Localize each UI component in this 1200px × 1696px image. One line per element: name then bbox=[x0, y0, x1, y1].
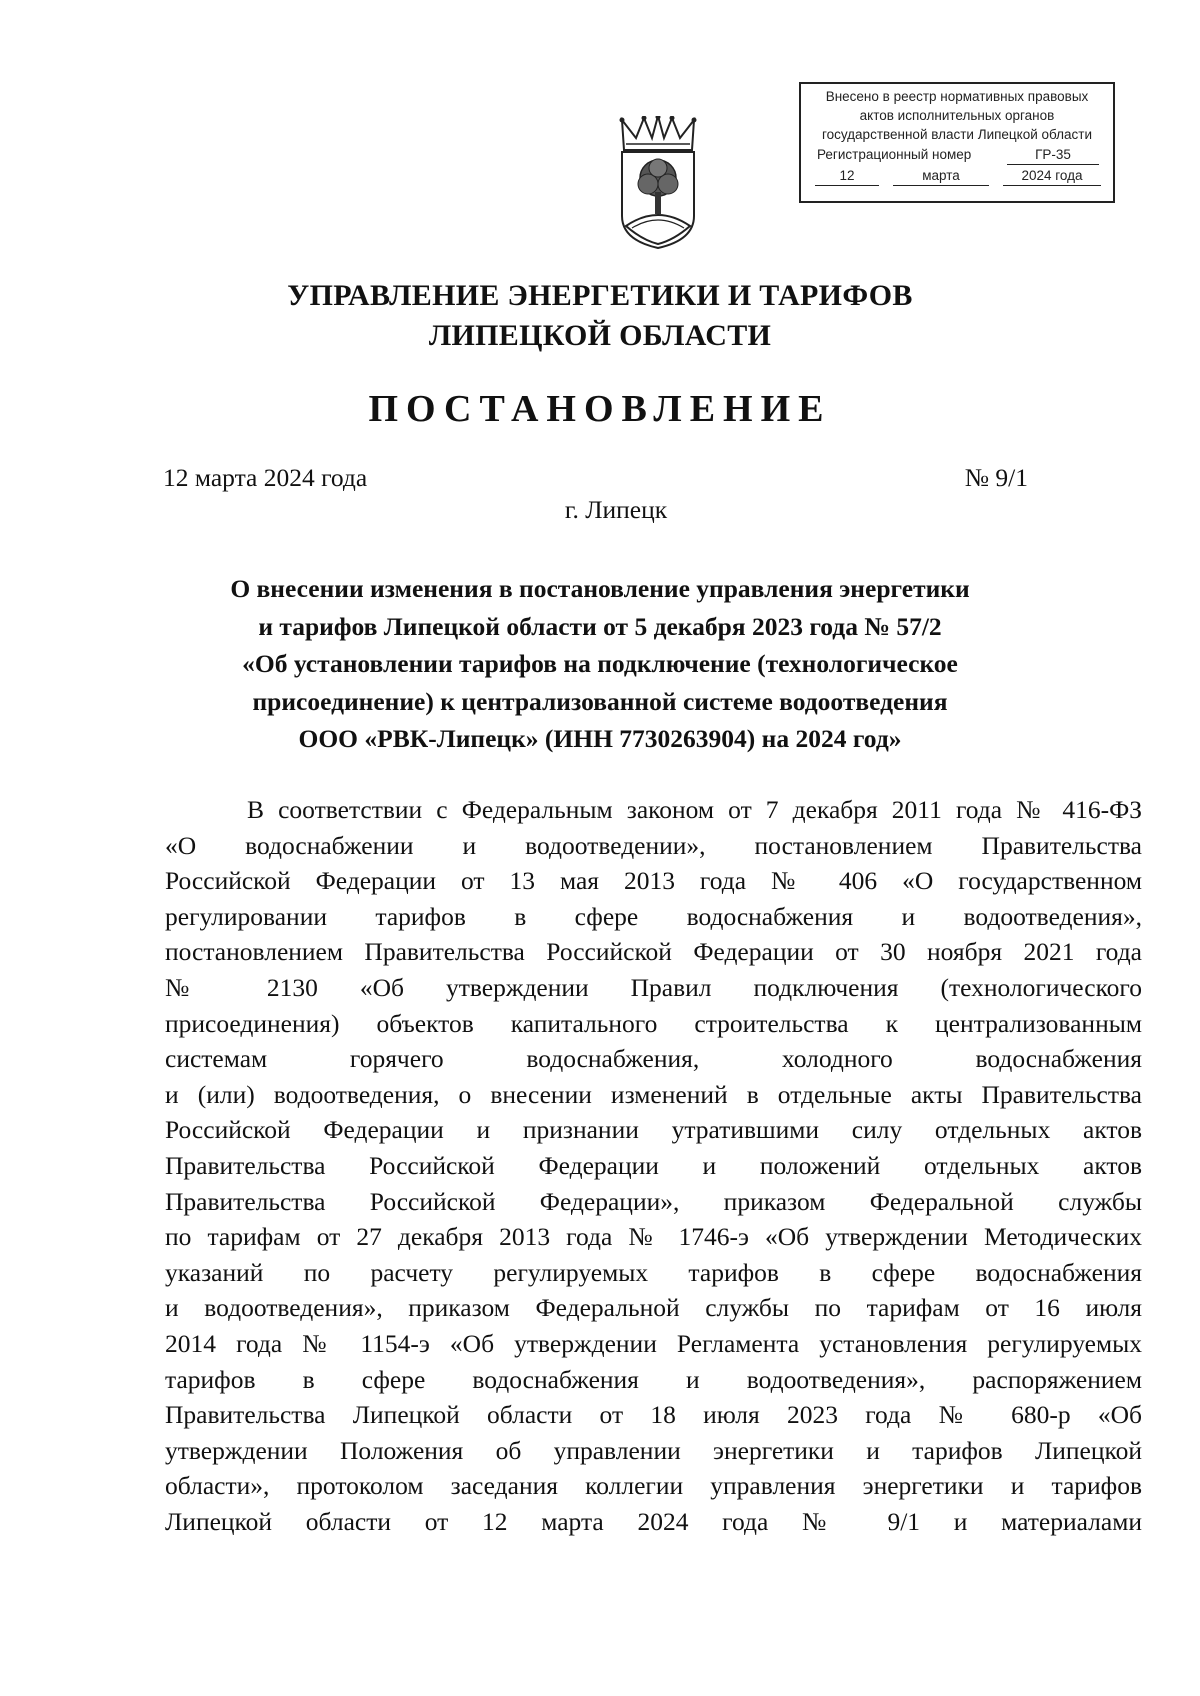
title-line: присоединение) к централизованной системе водоотведения bbox=[252, 686, 948, 716]
title-line: и тарифов Липецкой области от 5 декабря 2023 года № 57/2 bbox=[258, 611, 942, 641]
body-line: постановлением Правительства Российской Федерации от 30 ноября 2021 года bbox=[165, 937, 1142, 967]
document-title bbox=[0, 570, 1200, 758]
body-paragraph bbox=[165, 792, 1142, 1539]
body-line: по тарифам от 27 декабря 2013 года № 1746-э «Об утверждении Методических bbox=[165, 1222, 1142, 1252]
document-date: 12 марта 2024 года bbox=[163, 463, 368, 492]
body-line: «О водоснабжении и водоотведении», постановлением Правительства bbox=[165, 830, 1142, 860]
body-line: и водоотведения», приказом Федеральной службы по тарифам от 16 июля bbox=[165, 1293, 1142, 1323]
body-line: № 2130 «Об утверждении Правил подключения (технологического bbox=[165, 972, 1142, 1002]
stamp-line-3: государственной власти Липецкой области bbox=[821, 127, 1093, 142]
organization-name-line-2: ЛИПЕЦКОЙ ОБЛАСТИ bbox=[428, 319, 772, 352]
body-line: Российской Федерации от 13 мая 2013 года № 406 «О государственном bbox=[165, 866, 1142, 896]
stamp-year: 2024 года bbox=[1003, 166, 1101, 186]
stamp-line-1: Внесено в реестр нормативных правовых bbox=[825, 89, 1089, 104]
body-line: указаний по расчету регулируемых тарифов в сфере водоснабжения bbox=[165, 1257, 1142, 1287]
document-city: г. Липецк bbox=[564, 495, 668, 524]
stamp-date-row bbox=[801, 166, 1113, 186]
body-line: Правительства Российской Федерации», приказом Федеральной службы bbox=[165, 1186, 1142, 1216]
body-line: Российской Федерации и признании утратившими силу отдельных актов bbox=[165, 1115, 1142, 1145]
body-line: В соответствии с Федеральным законом от 7 декабря 2011 года № 416-ФЗ bbox=[247, 795, 1142, 824]
body-line: регулировании тарифов в сфере водоснабжения и водоотведения», bbox=[165, 901, 1142, 931]
document-number: № 9/1 bbox=[964, 463, 1028, 492]
registry-stamp bbox=[799, 82, 1115, 203]
organization-name-line-1: УПРАВЛЕНИЕ ЭНЕРГЕТИКИ И ТАРИФОВ bbox=[287, 279, 913, 312]
title-line: «Об установлении тарифов на подключение (технологическое bbox=[242, 649, 958, 678]
stamp-day: 12 bbox=[815, 166, 879, 186]
body-line: Липецкой области от 12 марта 2024 года № 9/1 и материалами bbox=[165, 1506, 1142, 1536]
stamp-month: марта bbox=[893, 166, 989, 186]
title-line: ООО «РВК-Липецк» (ИНН 7730263904) на 2024 год» bbox=[298, 724, 902, 753]
stamp-registration-label: Регистрационный номер bbox=[817, 147, 972, 162]
body-line: 2014 года № 1154-э «Об утверждении Регламента установления регулируемых bbox=[165, 1328, 1142, 1358]
organization-name bbox=[0, 276, 1200, 356]
lipetsk-coat-of-arms-icon bbox=[616, 116, 700, 250]
stamp-line-2: актов исполнительных органов bbox=[859, 108, 1055, 123]
body-line: системам горячего водоснабжения, холодного водоснабжения bbox=[165, 1044, 1142, 1074]
body-line: утверждении Положения об управлении энергетики и тарифов Липецкой bbox=[165, 1435, 1142, 1465]
body-line: Правительства Липецкой области от 18 июля 2023 года № 680-р «Об bbox=[165, 1400, 1142, 1430]
body-line: области», протоколом заседания коллегии управления энергетики и тарифов bbox=[165, 1471, 1142, 1501]
body-line: и (или) водоотведения, о внесении изменений в отдельные акты Правительства bbox=[165, 1079, 1142, 1109]
stamp-registration-number: ГР-35 bbox=[1007, 145, 1099, 165]
stamp-registration-row bbox=[801, 145, 1113, 165]
body-line: тарифов в сфере водоснабжения и водоотведения», распоряжением bbox=[165, 1364, 1142, 1394]
document-type: ПОСТАНОВЛЕНИЕ bbox=[368, 388, 832, 430]
body-line: Правительства Российской Федерации и положений отдельных актов bbox=[165, 1150, 1142, 1180]
title-line: О внесении изменения в постановление управления энергетики bbox=[230, 574, 970, 603]
body-line: присоединения) объектов капитального строительства к централизованным bbox=[165, 1008, 1142, 1038]
